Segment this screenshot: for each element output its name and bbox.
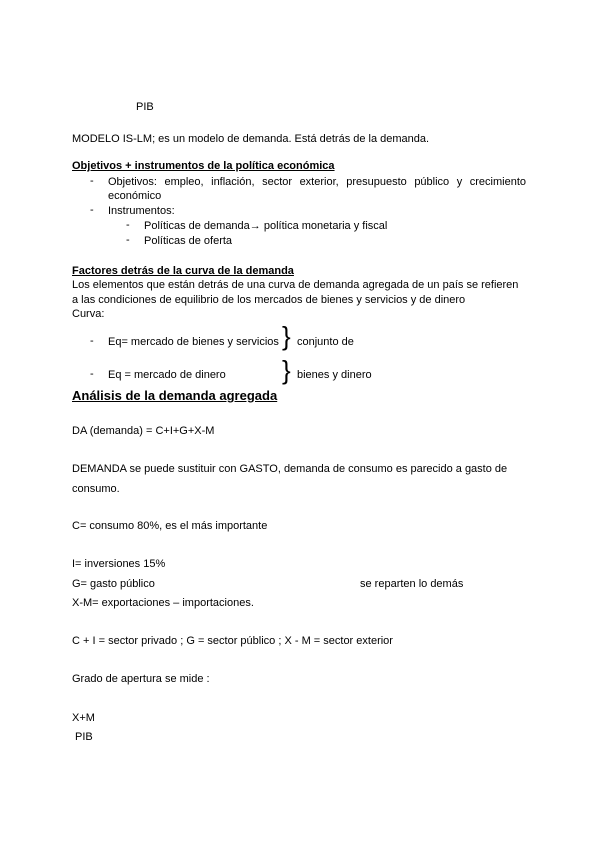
section3-title: Análisis de la demanda agregada <box>72 388 278 403</box>
consumo-line: C= consumo 80%, es el más importante <box>72 520 268 532</box>
da-formula: DA (demanda) = C+I+G+X-M <box>72 425 215 437</box>
gasto-line: G= gasto público <box>72 578 155 590</box>
sectores-line: C + I = sector privado ; G = sector público ; X - M = sector exterior <box>72 635 393 647</box>
modelo-line: MODELO IS-LM; es un modelo de demanda. Está detrás de la demanda. <box>72 133 430 145</box>
section2-title: Factores detrás de la curva de la demanda <box>72 265 294 277</box>
fraction-numerator: X+M <box>72 712 95 724</box>
sub-bullet-dash: - <box>126 234 130 246</box>
gasto-note: se reparten lo demás <box>360 578 464 590</box>
eq1-item: Eq= mercado de bienes y servicios <box>108 336 279 348</box>
grado-apertura-line: Grado de apertura se mide : <box>72 673 210 685</box>
eq2-item: Eq = mercado de dinero <box>108 369 226 381</box>
demanda-line-1: DEMANDA se puede sustituir con GASTO, demanda de consumo es parecido a gasto de <box>72 463 508 475</box>
curva-label: Curva: <box>72 308 105 320</box>
section1-title: Objetivos + instrumentos de la política económica <box>72 160 335 172</box>
bullet-dash: - <box>90 368 94 380</box>
instrumentos-item: Instrumentos: <box>108 205 175 217</box>
inversiones-line: I= inversiones 15% <box>72 558 166 570</box>
bullet-dash: - <box>90 175 94 187</box>
exportaciones-line: X-M= exportaciones – importaciones. <box>72 597 254 609</box>
sub-item-demanda: Políticas de demanda→ política monetaria y fiscal <box>144 220 388 232</box>
paragraph-line-1: Los elementos que están detrás de una curva de demanda agregada de un país se refieren <box>72 279 519 291</box>
eq1-note: conjunto de <box>297 336 354 348</box>
fraction-denominator: PIB <box>75 731 93 743</box>
eq2-note: bienes y dinero <box>297 369 372 381</box>
sub-item-oferta: Políticas de oferta <box>144 235 233 247</box>
brace-icon: } <box>282 355 291 385</box>
header-pib: PIB <box>136 101 154 113</box>
objetivos-item: Objetivos: empleo, inflación, sector exterior, presupuesto público y crecimiento económico <box>108 176 526 202</box>
paragraph-line-2: a las condiciones de equilibrio de los mercados de bienes y servicios y de dinero <box>72 294 466 306</box>
bullet-dash: - <box>90 204 94 216</box>
brace-icon: } <box>282 321 291 351</box>
bullet-dash: - <box>90 335 94 347</box>
sub-bullet-dash: - <box>126 219 130 231</box>
demanda-line-2: consumo. <box>72 483 120 495</box>
